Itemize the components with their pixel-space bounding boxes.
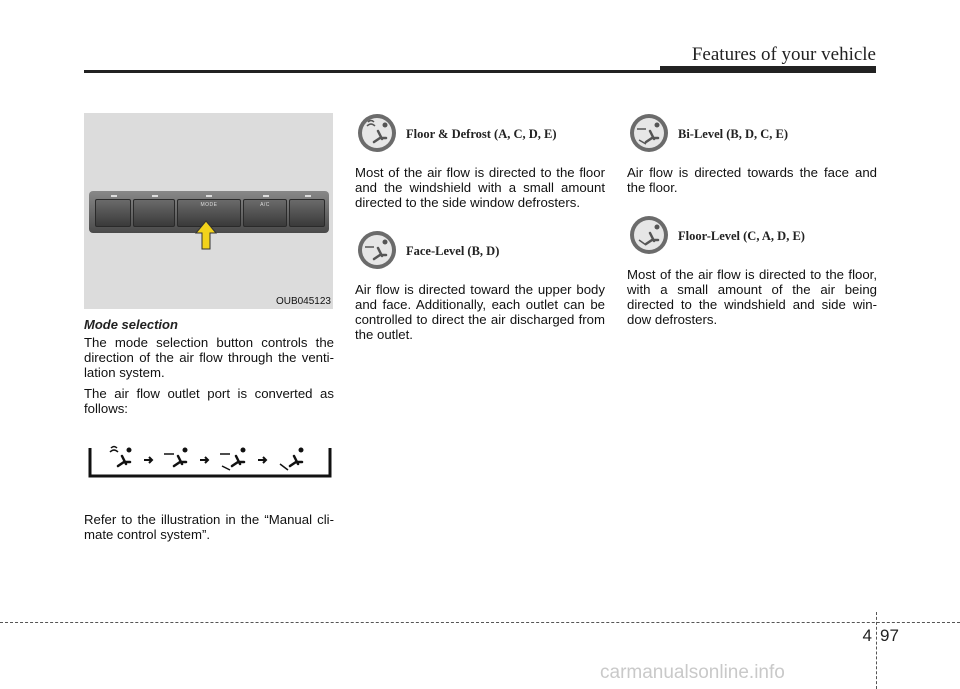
- face-level-seq-icon: [164, 448, 188, 467]
- panel-button-1: [95, 199, 131, 227]
- floor-level-icon: [629, 215, 669, 255]
- panel-ac-button: A/C: [243, 199, 287, 227]
- mode-floor-level: [627, 215, 877, 259]
- page-number: 97: [880, 626, 899, 645]
- header-rule-accent: [660, 66, 876, 73]
- footer-rule: [0, 622, 960, 623]
- section-subhead: Mode selection: [84, 317, 178, 332]
- page-header-title: Features of your vehicle: [691, 44, 876, 65]
- column-2: [355, 113, 605, 348]
- mode-floor-defrost: [355, 113, 605, 157]
- footer-divider: [876, 612, 877, 689]
- paragraph: Air flow is directed towards the face and the floor.: [627, 165, 877, 195]
- paragraph: Refer to the illustration in the “Manual cli-mate control system”.: [84, 512, 334, 542]
- chapter-number: 4: [862, 626, 872, 645]
- paragraph: The mode selection button controls the direction of the air flow through the venti-lation system.: [84, 335, 334, 380]
- panel-button-2: [133, 199, 175, 227]
- pointer-arrow-icon: [195, 220, 217, 250]
- mode-title: Floor-Level (C, A, D, E): [678, 229, 805, 243]
- control-panel-photo: [84, 113, 333, 309]
- column-1: [84, 113, 334, 548]
- floor-defrost-seq-icon: [110, 447, 132, 467]
- mode-bi-level: [627, 113, 877, 157]
- panel-button-5: [289, 199, 325, 227]
- floor-defrost-icon: [357, 113, 397, 153]
- panel-mode-button: MODE: [177, 199, 241, 227]
- mode-title: Floor & Defrost (A, C, D, E): [406, 127, 557, 141]
- mode-sequence-diagram: [86, 440, 334, 480]
- paragraph: Air flow is directed toward the upper body and face. Additionally, each outlet can be controlled to direct the air discharged from the outlet.: [355, 282, 605, 342]
- bi-level-seq-icon: [220, 448, 246, 471]
- floor-level-seq-icon: [280, 448, 304, 471]
- paragraph: The air flow outlet port is converted as follows:: [84, 386, 334, 416]
- photo-code: OUB045123: [275, 296, 331, 307]
- mode-title: Face-Level (B, D): [406, 244, 500, 258]
- mode-face-level: [355, 230, 605, 274]
- paragraph: Most of the air flow is directed to the floor, with a small amount of the air being directed to the windshield and side win-dow defrosters.: [627, 267, 877, 327]
- paragraph: Most of the air flow is directed to the floor and the windshield with a small amount directed to the side window defrosters.: [355, 165, 605, 210]
- watermark: carmanualsonline.info: [600, 662, 785, 683]
- bi-level-icon: [629, 113, 669, 153]
- face-level-icon: [357, 230, 397, 270]
- column-3: [627, 113, 877, 333]
- mode-title: Bi-Level (B, D, C, E): [678, 127, 789, 141]
